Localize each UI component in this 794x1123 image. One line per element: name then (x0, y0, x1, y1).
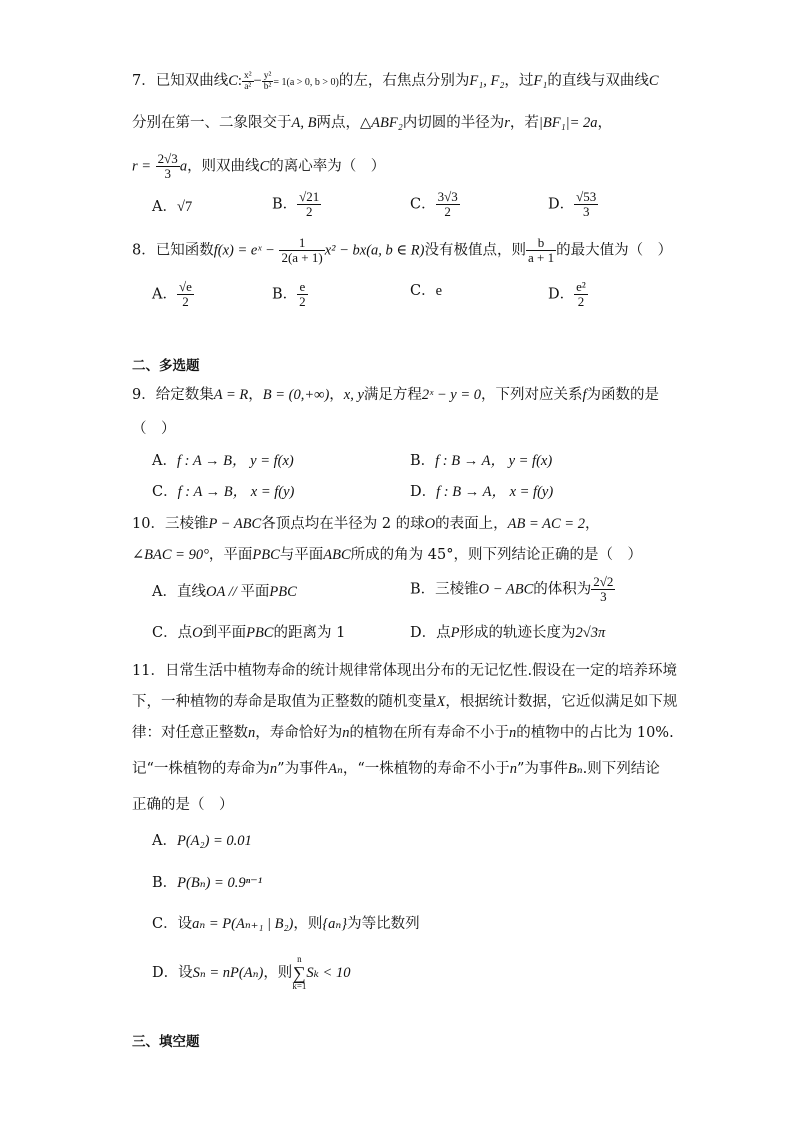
q10-option-a[interactable]: A．直线OA // 平面PBC (152, 584, 297, 600)
q8-option-d[interactable]: D． $\frac{\text{e²}}{2}$ (548, 279, 586, 309)
fraction: $\frac{b}{a + 1}$ (527, 235, 555, 265)
section-heading-fill-in: 三、填空题 (132, 1034, 200, 1050)
q11-option-a[interactable]: A．P(A₂) = 0.01 (152, 833, 252, 849)
q10-option-c[interactable]: C．点O到平面PBC的距离为 1 (152, 625, 346, 641)
question-7: 7．已知双曲线C: $\frac{\text{x²}}{\text{a²}}$ − $\frac{\text{y²}}{\text{b²}}$ = 1(a > 0, b > 0)的左，右焦点分别为F₁, F₂，过F₁的直线与双曲线C (132, 70, 659, 92)
q7-option-d[interactable]: D． $\frac{√53}{3}$ (548, 189, 597, 219)
question-number: 8． (132, 242, 156, 259)
question-10: 10．三棱锥P − ABC各顶点均在半径为 2 的球O的表面上，AB = AC = 2， (132, 516, 600, 532)
question-7-line3: r = $\frac{2√3}{3}$ a，则双曲线C的离心率为（ ） (132, 151, 386, 181)
question-number: 10． (132, 516, 165, 532)
q8-option-a[interactable]: A． $\frac{√e}{2}$ (152, 279, 192, 309)
q9-option-d[interactable]: D．f : B → A， x = f(y) (410, 484, 554, 500)
question-11-line4: 记“一株植物的寿命为n”为事件Aₙ，“一株植物的寿命不小于n”为事件Bₙ.则下列结论 (132, 761, 660, 777)
question-8: 8．已知函数f(x) = eˣ − $\frac{1}{2(a + 1)}$ x² − bx(a, b ∈ R)没有极值点，则 $\frac{b}{a + 1}$ 的最大值为（ ） (132, 235, 673, 265)
question-11-line5: 正确的是（ ） (132, 797, 234, 813)
q9-option-b[interactable]: B．f : B → A， y = f(x) (410, 453, 553, 469)
q8-option-b[interactable]: B． $\frac{e}{2}$ (272, 279, 306, 309)
question-number: 11． (132, 663, 165, 679)
fraction: $\frac{\text{y²}}{\text{b²}}$ (263, 70, 272, 92)
summation: n ∑ k=1 (292, 954, 307, 991)
question-10-line2: ∠BAC = 90°，平面PBC与平面ABC所成的角为 45°，则下列结论正确的是（ ） (132, 547, 642, 563)
q9-option-a[interactable]: A．f : A → B， y = f(x) (152, 453, 294, 469)
question-11-line2: 下，一种植物的寿命是取值为正整数的随机变量X，根据统计数据，它近似满足如下规 (132, 694, 678, 710)
question-11: 11．日常生活中植物寿命的统计规律常体现出分布的无记忆性.假设在一定的培养环境 (132, 663, 678, 679)
section-heading-multiple-choice: 二、多选题 (132, 358, 200, 374)
q7-option-a[interactable]: A．√7 (152, 199, 193, 215)
q10-option-d[interactable]: D．点P形成的轨迹长度为2√3π (410, 625, 606, 641)
q7-option-b[interactable]: B． $\frac{√21}{2}$ (272, 189, 320, 219)
q11-option-c[interactable]: C．设aₙ = P(Aₙ₊₁ | B₂)，则{aₙ}为等比数列 (152, 916, 420, 932)
q8-option-c[interactable]: C．e (410, 283, 443, 299)
q11-option-d[interactable]: D．设Sₙ = nP(Aₙ)，则n ∑ k=1Sₖ < 10 (152, 954, 351, 991)
question-9: 9．给定数集A = R，B = (0,+∞)，x, y满足方程2ˣ − y = 0，下列对应关系f为函数的是 (132, 387, 660, 403)
q7-option-c[interactable]: C． $\frac{3√3}{2}$ (410, 189, 458, 219)
fraction: $\frac{2√3}{3}$ (157, 151, 178, 181)
question-9-paren: （ ） (132, 421, 176, 437)
fraction: $\frac{\text{x²}}{\text{a²}}$ (243, 70, 252, 92)
q9-option-c[interactable]: C．f : A → B， x = f(y) (152, 484, 295, 500)
question-11-line3: 律：对任意正整数n，寿命恰好为n的植物在所有寿命不小于n的植物中的占比为 10%. (132, 725, 674, 741)
q11-option-b[interactable]: B．P(Bₙ) = 0.9ⁿ⁻¹ (152, 875, 263, 891)
fraction: $\frac{1}{2(a + 1)}$ (281, 235, 323, 265)
question-7-line2: 分别在第一、二象限交于A, B两点，△ABF₂内切圆的半径为r，若|BF₁|= 2a， (132, 115, 613, 131)
question-number: 7． (132, 73, 156, 89)
question-number: 9． (132, 387, 156, 403)
q10-option-b[interactable]: B．三棱锥O − ABC的体积为 $\frac{2√2}{3}$ (410, 574, 614, 604)
